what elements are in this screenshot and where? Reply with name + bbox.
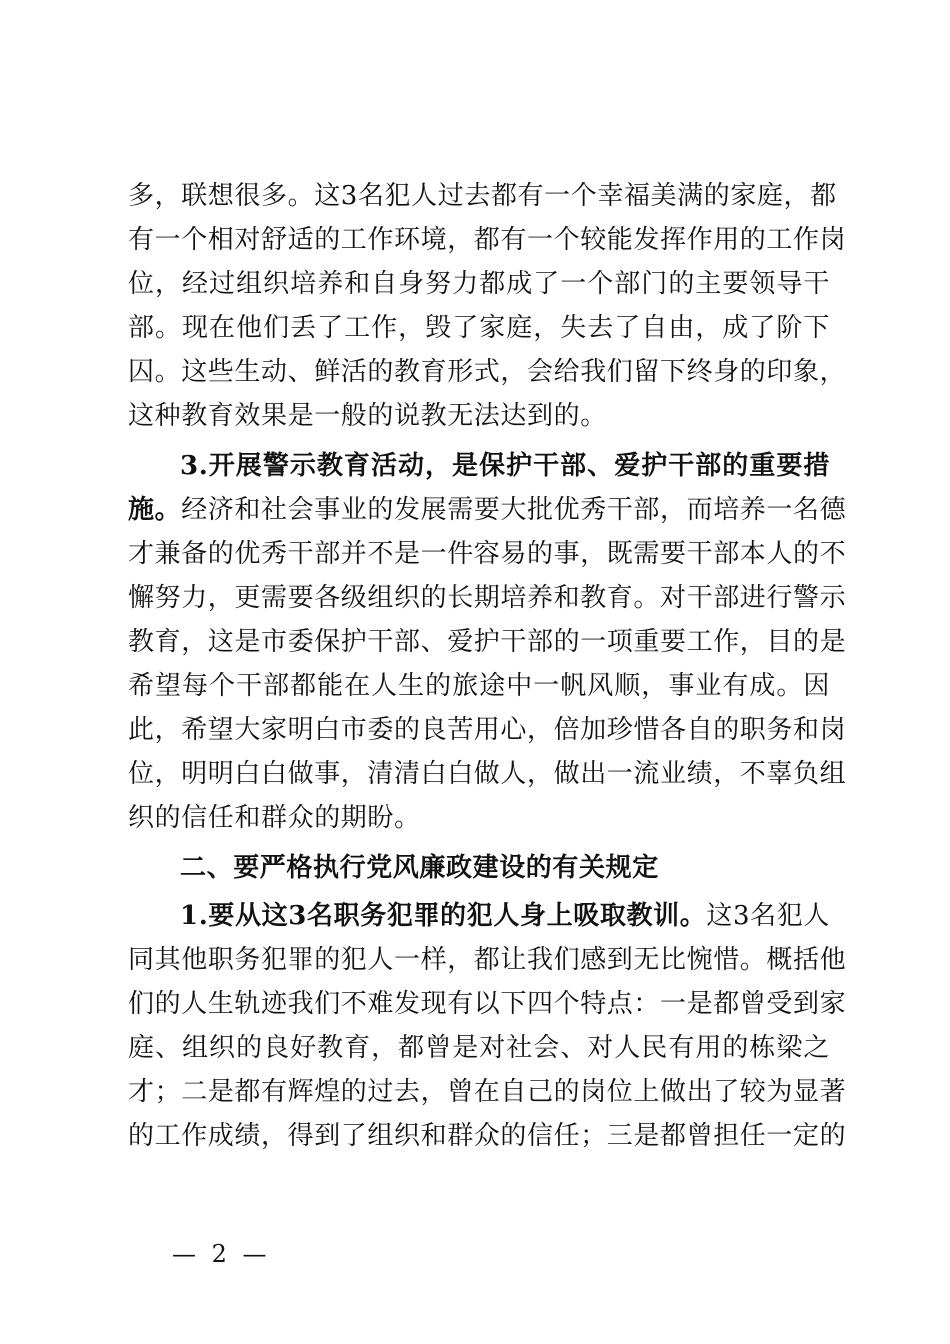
body-text-line: 这种教育效果是一般的说教无法达到的。 [128,401,607,431]
body-text-line: 懈努力，更需要各级组织的长期培养和教育。对干部进行警示 [128,583,847,613]
body-text-line: 多，联想很多。这3名犯人过去都有一个幸福美满的家庭，都 [128,181,837,211]
point-heading-3-end: 施。 [128,495,182,525]
point-heading-1: 1.要从这3名职务犯罪的犯人身上吸取教训。 [180,901,707,931]
body-text-line: 教育，这是市委保护干部、爱护干部的一项重要工作，目的是 [128,627,847,657]
page-number: — 2 — [172,1240,271,1268]
body-text-line: 位，明明白白做事，清清白白做人，做出一流业绩，不辜负组 [128,759,847,789]
body-text-line: 们的人生轨迹我们不难发现有以下四个特点：一是都曾受到家 [128,989,847,1019]
body-text-line: 此，希望大家明白市委的良苦用心，倍加珍惜各自的职务和岗 [128,715,847,745]
body-text-line: 希望每个干部都能在人生的旅途中一帆风顺，事业有成。因 [128,671,830,701]
body-text-span: 经济和社会事业的发展需要大批优秀干部，而培养一名德 [181,495,847,525]
body-text-line: 部。现在他们丢了工作，毁了家庭，失去了自由，成了阶下 [128,313,830,343]
body-text-line: 有一个相对舒适的工作环境，都有一个较能发挥作用的工作岗 [128,225,847,255]
body-text-line: 的工作成绩，得到了组织和群众的信任；三是都曾担任一定的 [128,1121,847,1151]
body-text-line: 织的信任和群众的期盼。 [128,803,421,833]
body-text-line [128,490,847,530]
body-text-line: 才；二是都有辉煌的过去，曾在自己的岗位上做出了较为显著 [128,1077,847,1107]
body-text-line: 才兼备的优秀干部并不是一件容易的事，既需要干部本人的不 [128,539,847,569]
body-text-span: 这3名犯人 [706,901,830,931]
point-heading-3: 3.开展警示教育活动，是保护干部、爱护干部的重要措 [180,451,830,481]
section-heading: 二、要严格执行党风廉政建设的有关规定 [180,853,659,883]
body-text-line: 庭、组织的良好教育，都曾是对社会、对人民有用的栋梁之 [128,1033,830,1063]
body-text-line: 位，经过组织培养和自身努力都成了一个部门的主要领导干 [128,269,830,299]
body-text-line [128,896,830,936]
body-text-line: 同其他职务犯罪的犯人一样，都让我们感到无比惋惜。概括他 [128,945,847,975]
body-text-line: 囚。这些生动、鲜活的教育形式，会给我们留下终身的印象， [128,357,847,387]
